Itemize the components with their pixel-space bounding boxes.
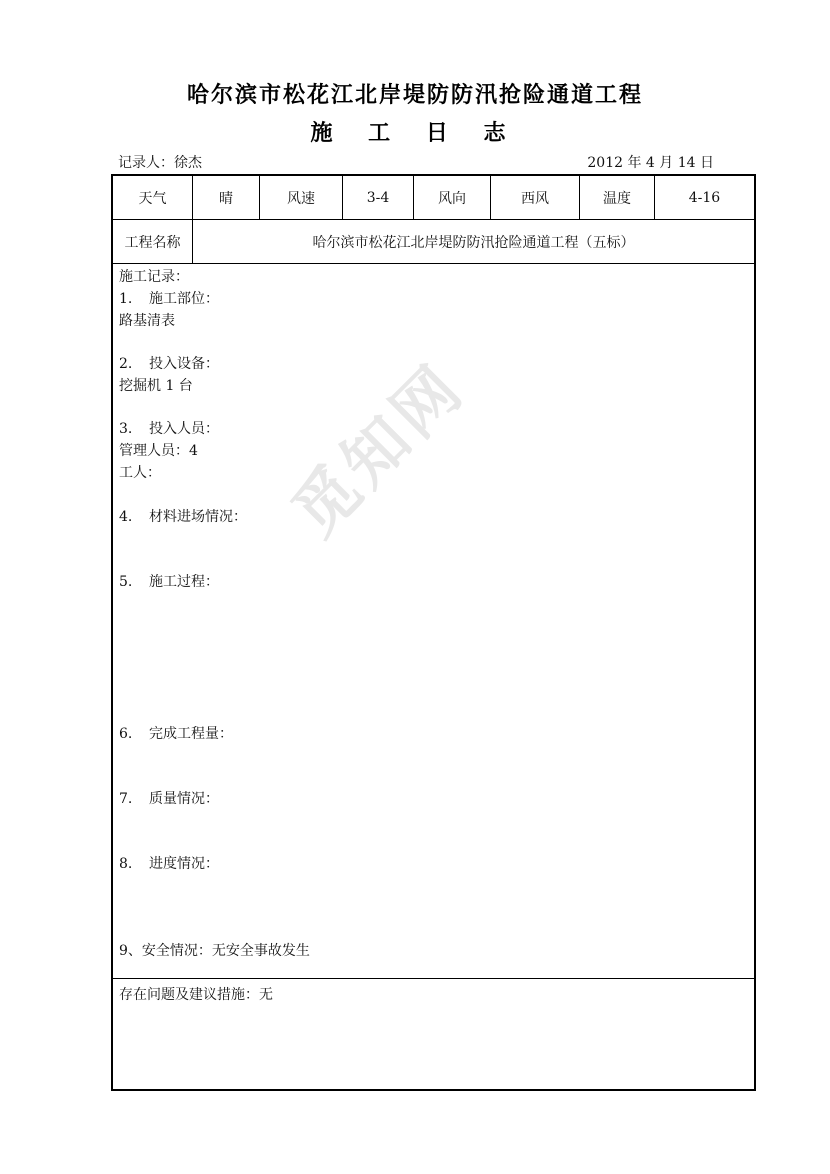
record-item-value: 路基清表 bbox=[119, 313, 175, 329]
weather-label: 天气 bbox=[113, 176, 193, 220]
record-item-materials bbox=[119, 506, 247, 528]
record-item-number: 6. bbox=[119, 726, 133, 742]
record-heading: 施工记录： bbox=[119, 269, 189, 285]
wind-direction-label: 风向 bbox=[414, 176, 491, 220]
weather-value: 晴 bbox=[193, 176, 260, 220]
record-item-personnel bbox=[119, 418, 219, 440]
record-item-quantity bbox=[119, 723, 233, 745]
wind-speed-value: 3-4 bbox=[343, 176, 414, 220]
record-item-number: 7. bbox=[119, 791, 133, 807]
temperature-label: 温度 bbox=[580, 176, 655, 220]
record-item-label: 施工部位： bbox=[149, 291, 219, 307]
record-item-process bbox=[119, 571, 219, 593]
temperature-value: 4-16 bbox=[655, 176, 755, 220]
record-item-value: 挖掘机 1 台 bbox=[119, 378, 193, 394]
record-item-label: 完成工程量： bbox=[149, 726, 233, 742]
record-item-number: 3. bbox=[119, 421, 133, 437]
record-item-label: 材料进场情况： bbox=[149, 509, 247, 525]
record-item-label: 施工过程： bbox=[149, 574, 219, 590]
wind-direction-value: 西风 bbox=[491, 176, 580, 220]
record-item-value: 工人： bbox=[119, 465, 161, 481]
record-item-number: 8. bbox=[119, 856, 133, 872]
record-item-number: 4. bbox=[119, 509, 133, 525]
record-item-location bbox=[119, 288, 219, 310]
document-title: 哈尔滨市松花江北岸堤防防汛抢险通道工程 bbox=[186, 82, 643, 108]
project-name-label: 工程名称 bbox=[113, 220, 193, 264]
record-item-label: 投入设备： bbox=[149, 356, 219, 372]
record-item-number: 5. bbox=[119, 574, 133, 590]
record-item-quality bbox=[119, 788, 219, 810]
document-subtitle: 施 工 日 志 bbox=[310, 120, 520, 146]
issues-and-suggestions: 存在问题及建议措施：无 bbox=[119, 987, 273, 1003]
section-divider bbox=[113, 978, 754, 979]
record-item-number: 2. bbox=[119, 356, 133, 372]
record-date: 2012 年 4 月 14 日 bbox=[587, 155, 714, 171]
info-table bbox=[113, 176, 754, 264]
record-item-progress bbox=[119, 853, 219, 875]
watermark: 觅知网 bbox=[278, 349, 480, 551]
wind-speed-label: 风速 bbox=[260, 176, 343, 220]
project-name-value: 哈尔滨市松花江北岸堤防防汛抢险通道工程（五标） bbox=[193, 220, 755, 264]
record-item-safety: 9、安全情况：无安全事故发生 bbox=[119, 943, 310, 959]
record-item-value: 管理人员：4 bbox=[119, 443, 198, 459]
record-item-label: 投入人员： bbox=[149, 421, 219, 437]
recorder: 记录人：徐杰 bbox=[118, 155, 202, 171]
record-item-equipment bbox=[119, 353, 219, 375]
record-item-number: 1. bbox=[119, 291, 133, 307]
record-item-label: 进度情况： bbox=[149, 856, 219, 872]
record-item-label: 质量情况： bbox=[149, 791, 219, 807]
log-form bbox=[111, 174, 756, 1091]
